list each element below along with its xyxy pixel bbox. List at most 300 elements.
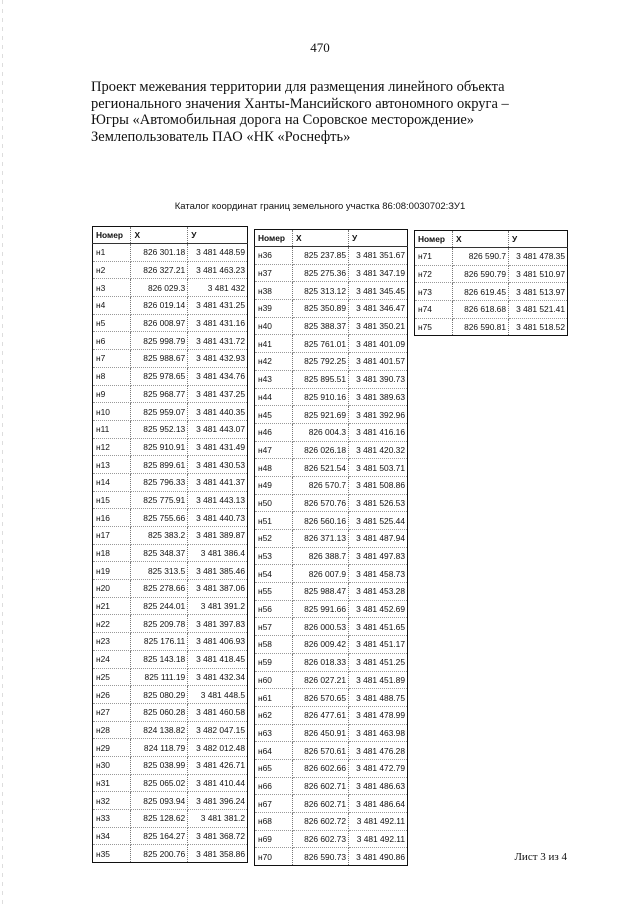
coordinate-y: 3 481 443.07 bbox=[188, 420, 248, 438]
coordinate-x: 826 570.7 bbox=[293, 476, 349, 494]
coordinate-x: 826 602.66 bbox=[293, 759, 349, 777]
coordinate-x: 826 004.3 bbox=[293, 423, 349, 441]
table-row bbox=[93, 756, 248, 774]
coordinate-x: 826 018.33 bbox=[293, 653, 349, 671]
point-number: н33 bbox=[93, 810, 131, 828]
coordinate-x: 825 998.79 bbox=[131, 332, 188, 350]
point-number: н46 bbox=[255, 423, 293, 441]
coordinate-y: 3 481 487.94 bbox=[349, 530, 408, 548]
coordinate-y: 3 481 431.72 bbox=[188, 332, 248, 350]
coordinate-y: 3 481 472.79 bbox=[349, 759, 408, 777]
header-number: Номер bbox=[255, 230, 293, 247]
point-number: н57 bbox=[255, 618, 293, 636]
coordinate-x: 825 988.47 bbox=[293, 583, 349, 601]
point-number: н1 bbox=[93, 244, 131, 262]
coordinate-x: 826 590.79 bbox=[453, 265, 509, 283]
coordinate-y: 3 482 012.48 bbox=[188, 739, 248, 757]
point-number: н51 bbox=[255, 512, 293, 530]
coordinate-y: 3 481 510.97 bbox=[509, 265, 568, 283]
coordinate-y: 3 481 463.23 bbox=[188, 261, 248, 279]
point-number: н42 bbox=[255, 353, 293, 371]
table-row bbox=[255, 600, 408, 618]
coordinate-y: 3 481 526.53 bbox=[349, 494, 408, 512]
table-row bbox=[93, 261, 248, 279]
table-row bbox=[93, 244, 248, 262]
coordinate-y: 3 481 396.24 bbox=[188, 792, 248, 810]
table-row bbox=[93, 367, 248, 385]
point-number: н61 bbox=[255, 689, 293, 707]
point-number: н69 bbox=[255, 830, 293, 848]
point-number: н37 bbox=[255, 264, 293, 282]
coordinate-x: 826 602.73 bbox=[293, 830, 349, 848]
coordinate-x: 826 388.7 bbox=[293, 547, 349, 565]
point-number: н71 bbox=[415, 248, 453, 266]
coordinate-y: 3 481 432 bbox=[188, 279, 248, 297]
coordinate-x: 826 521.54 bbox=[293, 459, 349, 477]
coordinate-y: 3 481 441.37 bbox=[188, 473, 248, 491]
coordinate-y: 3 481 431.25 bbox=[188, 297, 248, 315]
coordinate-x: 826 371.13 bbox=[293, 530, 349, 548]
coordinate-y: 3 481 397.83 bbox=[188, 615, 248, 633]
table-row bbox=[93, 739, 248, 757]
point-number: н7 bbox=[93, 350, 131, 368]
point-number: н44 bbox=[255, 388, 293, 406]
table-row bbox=[255, 512, 408, 530]
point-number: н68 bbox=[255, 813, 293, 831]
point-number: н41 bbox=[255, 335, 293, 353]
coordinate-x: 826 009.42 bbox=[293, 636, 349, 654]
coordinate-x: 825 278.66 bbox=[131, 580, 188, 598]
coordinate-y: 3 481 420.32 bbox=[349, 441, 408, 459]
point-number: н55 bbox=[255, 583, 293, 601]
point-number: н24 bbox=[93, 650, 131, 668]
coordinate-x: 825 988.67 bbox=[131, 350, 188, 368]
coordinate-y: 3 481 418.45 bbox=[188, 650, 248, 668]
table-row bbox=[255, 353, 408, 371]
point-number: н53 bbox=[255, 547, 293, 565]
coordinate-x: 826 007.9 bbox=[293, 565, 349, 583]
coordinate-y: 3 481 486.64 bbox=[349, 795, 408, 813]
point-number: н25 bbox=[93, 668, 131, 686]
table-row bbox=[255, 583, 408, 601]
coordinate-y: 3 481 401.57 bbox=[349, 353, 408, 371]
table-row bbox=[255, 759, 408, 777]
point-number: н56 bbox=[255, 600, 293, 618]
point-number: н39 bbox=[255, 300, 293, 318]
point-number: н75 bbox=[415, 318, 453, 336]
coordinate-x: 826 590.73 bbox=[293, 848, 349, 866]
coordinate-x: 825 792.25 bbox=[293, 353, 349, 371]
coordinate-y: 3 482 047.15 bbox=[188, 721, 248, 739]
table-row bbox=[255, 671, 408, 689]
point-number: н20 bbox=[93, 580, 131, 598]
table-row bbox=[93, 473, 248, 491]
point-number: н3 bbox=[93, 279, 131, 297]
sheet-label: Лист 3 из 4 bbox=[514, 851, 567, 863]
table-row bbox=[93, 668, 248, 686]
document-title bbox=[91, 79, 611, 145]
point-number: н54 bbox=[255, 565, 293, 583]
table-row bbox=[255, 848, 408, 866]
point-number: н48 bbox=[255, 459, 293, 477]
point-number: н19 bbox=[93, 562, 131, 580]
coordinate-x: 826 602.72 bbox=[293, 813, 349, 831]
table-row bbox=[93, 562, 248, 580]
point-number: н28 bbox=[93, 721, 131, 739]
point-number: н59 bbox=[255, 653, 293, 671]
coordinate-y: 3 481 434.76 bbox=[188, 367, 248, 385]
table-row bbox=[255, 618, 408, 636]
coordinate-y: 3 481 431.16 bbox=[188, 314, 248, 332]
coordinate-x: 825 775.91 bbox=[131, 491, 188, 509]
point-number: н26 bbox=[93, 686, 131, 704]
table-row bbox=[255, 777, 408, 795]
header-x: X bbox=[131, 227, 188, 244]
table-row bbox=[93, 810, 248, 828]
coordinate-y: 3 481 385.46 bbox=[188, 562, 248, 580]
coordinate-x: 825 959.07 bbox=[131, 403, 188, 421]
table-row bbox=[255, 565, 408, 583]
coordinate-y: 3 481 521.41 bbox=[509, 301, 568, 319]
point-number: н12 bbox=[93, 438, 131, 456]
coordinate-x: 824 118.79 bbox=[131, 739, 188, 757]
coordinate-x: 825 895.51 bbox=[293, 370, 349, 388]
table-row bbox=[255, 388, 408, 406]
coordinate-y: 3 481 513.97 bbox=[509, 283, 568, 301]
coordinate-x: 825 176.11 bbox=[131, 633, 188, 651]
coordinate-y: 3 481 437.25 bbox=[188, 385, 248, 403]
point-number: н70 bbox=[255, 848, 293, 866]
header-y: У bbox=[188, 227, 248, 244]
table-row bbox=[93, 580, 248, 598]
table-row bbox=[93, 403, 248, 421]
point-number: н4 bbox=[93, 297, 131, 315]
table-row bbox=[255, 813, 408, 831]
point-number: н36 bbox=[255, 247, 293, 265]
table-row bbox=[93, 314, 248, 332]
coordinate-x: 825 899.61 bbox=[131, 456, 188, 474]
point-number: н38 bbox=[255, 282, 293, 300]
point-number: н10 bbox=[93, 403, 131, 421]
table-row bbox=[93, 456, 248, 474]
coordinate-y: 3 481 486.63 bbox=[349, 777, 408, 795]
table-row bbox=[255, 370, 408, 388]
coordinate-x: 826 570.61 bbox=[293, 742, 349, 760]
table-row bbox=[255, 530, 408, 548]
coordinate-y: 3 481 346.47 bbox=[349, 300, 408, 318]
coordinate-y: 3 481 350.21 bbox=[349, 317, 408, 335]
coordinate-x: 825 244.01 bbox=[131, 597, 188, 615]
coordinate-x: 826 477.61 bbox=[293, 706, 349, 724]
page-number: 470 bbox=[310, 40, 330, 55]
point-number: н72 bbox=[415, 265, 453, 283]
point-number: н32 bbox=[93, 792, 131, 810]
coordinate-x: 826 019.14 bbox=[131, 297, 188, 315]
coordinate-y: 3 481 440.35 bbox=[188, 403, 248, 421]
table-row bbox=[255, 282, 408, 300]
table-row bbox=[93, 721, 248, 739]
point-number: н16 bbox=[93, 509, 131, 527]
point-number: н35 bbox=[93, 845, 131, 863]
coordinate-x: 825 968.77 bbox=[131, 385, 188, 403]
coordinate-x: 825 978.65 bbox=[131, 367, 188, 385]
coordinate-y: 3 481 452.69 bbox=[349, 600, 408, 618]
table-row bbox=[93, 845, 248, 863]
point-number: н45 bbox=[255, 406, 293, 424]
coordinate-y: 3 481 440.73 bbox=[188, 509, 248, 527]
point-number: н15 bbox=[93, 491, 131, 509]
point-number: н9 bbox=[93, 385, 131, 403]
table-row bbox=[255, 247, 408, 265]
coordinate-y: 3 481 478.99 bbox=[349, 706, 408, 724]
point-number: н67 bbox=[255, 795, 293, 813]
table-row bbox=[93, 615, 248, 633]
title-line: Землепользователь ПАО «НК «Роснефть» bbox=[91, 128, 351, 145]
table-row bbox=[93, 438, 248, 456]
coordinate-y: 3 481 492.11 bbox=[349, 813, 408, 831]
point-number: н23 bbox=[93, 633, 131, 651]
coordinate-x: 826 570.76 bbox=[293, 494, 349, 512]
coordinate-x: 825 128.62 bbox=[131, 810, 188, 828]
title-line: Югры «Автомобильная дорога на Соровское месторождение» bbox=[91, 112, 475, 128]
coordinate-y: 3 481 389.63 bbox=[349, 388, 408, 406]
point-number: н17 bbox=[93, 527, 131, 545]
table-row bbox=[415, 248, 568, 266]
coordinate-x: 825 910.16 bbox=[293, 388, 349, 406]
table-row bbox=[255, 317, 408, 335]
coordinate-y: 3 481 463.98 bbox=[349, 724, 408, 742]
coordinate-x: 825 991.66 bbox=[293, 600, 349, 618]
coordinate-x: 824 138.82 bbox=[131, 721, 188, 739]
coordinate-y: 3 481 391.2 bbox=[188, 597, 248, 615]
coordinate-x: 825 060.28 bbox=[131, 703, 188, 721]
point-number: н29 bbox=[93, 739, 131, 757]
coordinate-x: 825 111.19 bbox=[131, 668, 188, 686]
coordinate-y: 3 481 387.06 bbox=[188, 580, 248, 598]
coordinate-y: 3 481 431.49 bbox=[188, 438, 248, 456]
coordinate-y: 3 481 525.44 bbox=[349, 512, 408, 530]
title-line: Проект межевания территории для размещения линейного объекта bbox=[91, 79, 505, 95]
table-row bbox=[93, 491, 248, 509]
coordinate-y: 3 481 401.09 bbox=[349, 335, 408, 353]
coordinate-x: 825 209.78 bbox=[131, 615, 188, 633]
table-row bbox=[415, 265, 568, 283]
table-row bbox=[93, 509, 248, 527]
coordinate-x: 825 313.12 bbox=[293, 282, 349, 300]
point-number: н63 bbox=[255, 724, 293, 742]
point-number: н62 bbox=[255, 706, 293, 724]
coordinate-y: 3 481 381.2 bbox=[188, 810, 248, 828]
table-row bbox=[255, 423, 408, 441]
point-number: н30 bbox=[93, 756, 131, 774]
coordinate-y: 3 481 451.89 bbox=[349, 671, 408, 689]
table-row bbox=[255, 706, 408, 724]
coordinate-x: 825 921.69 bbox=[293, 406, 349, 424]
table-row bbox=[415, 301, 568, 319]
coordinate-x: 825 065.02 bbox=[131, 774, 188, 792]
coordinate-y: 3 481 410.44 bbox=[188, 774, 248, 792]
table-row bbox=[93, 527, 248, 545]
header-x: X bbox=[453, 231, 509, 248]
coordinate-x: 826 450.91 bbox=[293, 724, 349, 742]
coordinate-x: 825 350.89 bbox=[293, 300, 349, 318]
point-number: н11 bbox=[93, 420, 131, 438]
coordinate-y: 3 481 451.17 bbox=[349, 636, 408, 654]
point-number: н64 bbox=[255, 742, 293, 760]
coordinate-y: 3 481 476.28 bbox=[349, 742, 408, 760]
coordinate-x: 826 570.65 bbox=[293, 689, 349, 707]
coordinate-y: 3 481 392.96 bbox=[349, 406, 408, 424]
coordinate-x: 826 590.81 bbox=[453, 318, 509, 336]
coordinate-x: 826 602.71 bbox=[293, 795, 349, 813]
header-number: Номер bbox=[415, 231, 453, 248]
coordinate-x: 826 619.45 bbox=[453, 283, 509, 301]
coordinate-y: 3 481 389.87 bbox=[188, 527, 248, 545]
coordinate-table-3 bbox=[414, 230, 568, 336]
point-number: н49 bbox=[255, 476, 293, 494]
table-row bbox=[255, 547, 408, 565]
table-row bbox=[93, 650, 248, 668]
coordinate-x: 825 093.94 bbox=[131, 792, 188, 810]
coordinate-y: 3 481 358.86 bbox=[188, 845, 248, 863]
table-row bbox=[93, 279, 248, 297]
coordinate-y: 3 481 453.28 bbox=[349, 583, 408, 601]
table-row bbox=[93, 297, 248, 315]
table-row bbox=[93, 774, 248, 792]
coordinate-y: 3 481 451.25 bbox=[349, 653, 408, 671]
coordinate-x: 825 952.13 bbox=[131, 420, 188, 438]
point-number: н40 bbox=[255, 317, 293, 335]
table-row bbox=[93, 420, 248, 438]
table-row bbox=[255, 742, 408, 760]
table-row bbox=[255, 795, 408, 813]
coordinate-y: 3 481 492.11 bbox=[349, 830, 408, 848]
point-number: н31 bbox=[93, 774, 131, 792]
header-number: Номер bbox=[93, 227, 131, 244]
coordinate-x: 826 602.71 bbox=[293, 777, 349, 795]
coordinate-x: 826 008.97 bbox=[131, 314, 188, 332]
coordinate-x: 826 590.7 bbox=[453, 248, 509, 266]
header-y: У bbox=[349, 230, 408, 247]
table-row bbox=[93, 827, 248, 845]
table-row bbox=[93, 332, 248, 350]
coordinate-x: 825 761.01 bbox=[293, 335, 349, 353]
point-number: н47 bbox=[255, 441, 293, 459]
point-number: н43 bbox=[255, 370, 293, 388]
coordinate-x: 826 618.68 bbox=[453, 301, 509, 319]
point-number: н65 bbox=[255, 759, 293, 777]
coordinate-x: 826 560.16 bbox=[293, 512, 349, 530]
coordinate-y: 3 481 458.73 bbox=[349, 565, 408, 583]
coordinate-y: 3 481 345.45 bbox=[349, 282, 408, 300]
coordinate-y: 3 481 518.52 bbox=[509, 318, 568, 336]
coordinate-x: 826 029.3 bbox=[131, 279, 188, 297]
coordinate-x: 826 000.53 bbox=[293, 618, 349, 636]
table-row bbox=[255, 724, 408, 742]
coordinate-x: 825 755.66 bbox=[131, 509, 188, 527]
point-number: н74 bbox=[415, 301, 453, 319]
table-row bbox=[93, 633, 248, 651]
catalog-title: Каталог координат границ земельного участка 86:08:0030702:ЗУ1 bbox=[174, 201, 466, 212]
coordinate-x: 826 026.18 bbox=[293, 441, 349, 459]
coordinate-x: 826 327.21 bbox=[131, 261, 188, 279]
point-number: н22 bbox=[93, 615, 131, 633]
coordinate-y: 3 481 490.86 bbox=[349, 848, 408, 866]
coordinate-x: 826 027.21 bbox=[293, 671, 349, 689]
table-row bbox=[255, 653, 408, 671]
coordinate-y: 3 481 432.93 bbox=[188, 350, 248, 368]
coordinate-y: 3 481 347.19 bbox=[349, 264, 408, 282]
coordinate-y: 3 481 390.73 bbox=[349, 370, 408, 388]
table-row bbox=[93, 792, 248, 810]
table-row bbox=[255, 335, 408, 353]
table-row bbox=[255, 830, 408, 848]
table-row bbox=[93, 385, 248, 403]
point-number: н58 bbox=[255, 636, 293, 654]
table-row bbox=[93, 597, 248, 615]
table-row bbox=[93, 686, 248, 704]
coordinate-x: 825 164.27 bbox=[131, 827, 188, 845]
coordinate-y: 3 481 508.86 bbox=[349, 476, 408, 494]
table-row bbox=[255, 689, 408, 707]
coordinate-x: 825 388.37 bbox=[293, 317, 349, 335]
table-row bbox=[255, 636, 408, 654]
coordinate-x: 825 275.36 bbox=[293, 264, 349, 282]
coordinate-y: 3 481 351.67 bbox=[349, 247, 408, 265]
coordinate-x: 825 348.37 bbox=[131, 544, 188, 562]
coordinate-x: 825 080.29 bbox=[131, 686, 188, 704]
coordinate-y: 3 481 448.59 bbox=[188, 244, 248, 262]
table-row bbox=[93, 350, 248, 368]
table-row bbox=[415, 318, 568, 336]
coordinate-y: 3 481 443.13 bbox=[188, 491, 248, 509]
coordinate-y: 3 481 406.93 bbox=[188, 633, 248, 651]
coordinate-y: 3 481 488.75 bbox=[349, 689, 408, 707]
coordinate-y: 3 481 416.16 bbox=[349, 423, 408, 441]
coordinate-table-1 bbox=[92, 226, 248, 863]
coordinate-x: 826 301.18 bbox=[131, 244, 188, 262]
coordinate-x: 825 038.99 bbox=[131, 756, 188, 774]
coordinate-y: 3 481 460.58 bbox=[188, 703, 248, 721]
coordinate-x: 825 313.5 bbox=[131, 562, 188, 580]
coordinate-y: 3 481 430.53 bbox=[188, 456, 248, 474]
point-number: н5 bbox=[93, 314, 131, 332]
point-number: н14 bbox=[93, 473, 131, 491]
coordinate-y: 3 481 478.35 bbox=[509, 248, 568, 266]
header-x: X bbox=[293, 230, 349, 247]
coordinate-y: 3 481 386.4 bbox=[188, 544, 248, 562]
table-row bbox=[255, 300, 408, 318]
header-y: У bbox=[509, 231, 568, 248]
coordinate-y: 3 481 497.83 bbox=[349, 547, 408, 565]
point-number: н50 bbox=[255, 494, 293, 512]
point-number: н34 bbox=[93, 827, 131, 845]
coordinate-y: 3 481 432.34 bbox=[188, 668, 248, 686]
coordinate-x: 825 910.91 bbox=[131, 438, 188, 456]
coordinate-x: 825 200.76 bbox=[131, 845, 188, 863]
point-number: н21 bbox=[93, 597, 131, 615]
point-number: н60 bbox=[255, 671, 293, 689]
table-row bbox=[255, 441, 408, 459]
coordinate-x: 825 796.33 bbox=[131, 473, 188, 491]
table-row bbox=[93, 544, 248, 562]
point-number: н8 bbox=[93, 367, 131, 385]
coordinate-y: 3 481 503.71 bbox=[349, 459, 408, 477]
table-row bbox=[255, 264, 408, 282]
coordinate-x: 825 237.85 bbox=[293, 247, 349, 265]
coordinate-x: 825 383.2 bbox=[131, 527, 188, 545]
table-row bbox=[255, 494, 408, 512]
